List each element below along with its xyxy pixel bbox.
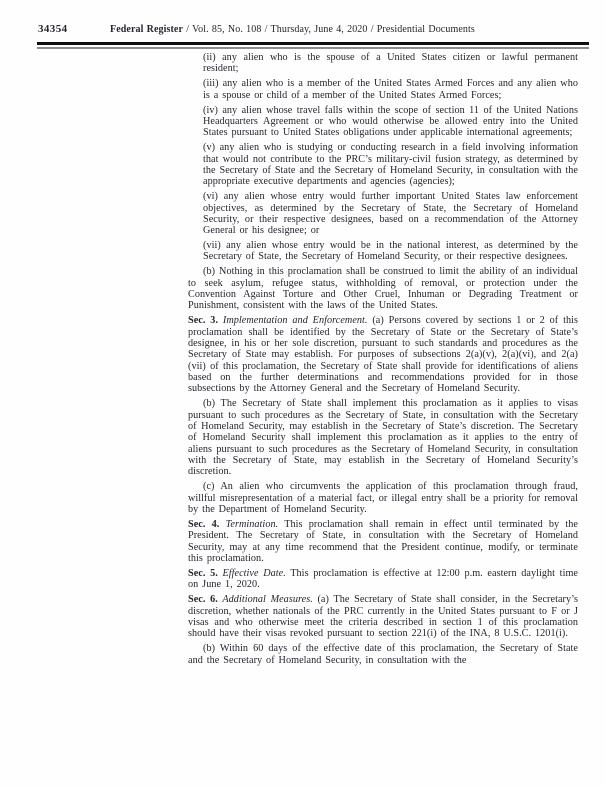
journal-title: Federal Register xyxy=(110,24,184,35)
paragraph xyxy=(203,191,578,236)
text-run: (vii) any alien whose entry would be in the national interest, as determined by the Secretary of State, the Secretary of Homeland Security, or their respective designees. xyxy=(203,240,578,263)
paragraph xyxy=(188,266,578,311)
text-run: (iv) any alien whose travel falls within the scope of section 11 of the United Nations Headquarters Agreement or who would otherwise be allowed entry into the United States pursuant to United States obligations under applicable international agreements; xyxy=(203,104,578,139)
text-run: (c) An alien who circumvents the application of this proclamation through fraud, willful misrepresentation of a material fact, or illegal entry shall be a priority for removal by the Department of Homeland Security. xyxy=(188,481,578,516)
document-body xyxy=(188,52,578,670)
paragraph xyxy=(188,568,578,591)
text-run: Implementation and Enforcement. xyxy=(218,315,368,327)
paragraph xyxy=(188,519,578,564)
running-head xyxy=(110,24,475,35)
issue-info: / Vol. 85, No. 108 / Thursday, June 4, 2020 / Presidential Documents xyxy=(183,24,475,35)
paragraph xyxy=(188,594,578,639)
text-run: Effective Date. xyxy=(217,567,286,579)
text-run: Termination. xyxy=(219,519,279,530)
text-run: Sec. 5. xyxy=(188,567,218,579)
header-rule-thin xyxy=(37,47,589,49)
text-run: (b) The Secretary of State shall implement this proclamation as it applies to visas pursuant to such procedures as the Secretary of State, in consultation with the Secretary of Homeland Security, may establish in the Secretary of State’s discretion. The Secretary of Homeland Security shall implement this proclamation as it applies to the entry of aliens pursuant to such procedures as the Secretary of Homeland Security, in consultation with the Secretary of State, may establish in the Secretary of Homeland Security’s discretion. xyxy=(188,398,578,478)
text-run: Sec. 3. xyxy=(188,315,219,327)
text-run: (iii) any alien who is a member of the United States Armed Forces and any alien who is a spouse or child of a member of the United States Armed Forces; xyxy=(203,78,578,101)
text-run: This proclamation shall remain in effect until terminated by the President. The Secretary of State, in consultation with the Secretary of Homeland Security, may at any time recommend that the President continue, modify, or terminate this proclamation. xyxy=(188,519,579,565)
text-run: (a) Persons covered by sections 1 or 2 of this proclamation shall be identified by the Secretary of State or the Secretary of State’s designee, in his or her sole discretion, pursuant to such standards and procedures as the Secretary of State may establish. For purposes of subsections 2(a)(v), 2(a)(vi), and 2(a)(vii) of this proclamation, the Secretary of State shall provide for identifications of aliens based on the further determinations and recommendations provided for in those subsections by the Attorney General and the Secretary of Homeland Security. xyxy=(188,315,579,395)
paragraph xyxy=(188,315,578,394)
page-number: 34354 xyxy=(38,23,68,35)
text-run: (b) Nothing in this proclamation shall be construed to limit the ability of an individual to seek asylum, refugee status, withholding of removal, or protection under the Convention Against Torture and Other Cruel, Inhuman or Degrading Treatment or Punishment, consistent with the laws of the United States. xyxy=(188,266,578,312)
text-run: (a) The Secretary of State shall consider, in the Secretary’s discretion, whether nationals of the PRC currently in the United States pursuant to F or J visas and who otherwise meet the criteria described in section 1 of this proclamation should have their visas revoked pursuant to section 221(i) of the INA, 8 U.S.C. 1201(i). xyxy=(188,594,579,640)
text-run: (vi) any alien whose entry would further important United States law enforcement objectives, as determined by the Secretary of State, the Secretary of Homeland Security, or their respective designees, based on a recommendation of the Attorney General or his designee; or xyxy=(203,191,578,237)
text-run: (ii) any alien who is the spouse of a United States citizen or lawful permanent resident; xyxy=(203,52,578,75)
text-run: (b) Within 60 days of the effective date of this proclamation, the Secretary of State and the Secretary of Homeland Security, in consultation with the xyxy=(188,643,578,666)
paragraph xyxy=(203,52,578,75)
text-run: This proclamation is effective at 12:00 p.m. eastern daylight time on June 1, 2020. xyxy=(188,567,578,591)
paragraph xyxy=(188,481,578,515)
paragraph xyxy=(203,105,578,139)
text-run: Additional Measures. xyxy=(217,594,313,606)
paragraph xyxy=(188,398,578,477)
text-run: Sec. 4. xyxy=(188,519,220,530)
paragraph xyxy=(203,142,578,187)
text-run: Sec. 6. xyxy=(188,594,218,606)
paragraph xyxy=(203,78,578,101)
paragraph xyxy=(203,240,578,263)
paragraph xyxy=(188,643,578,666)
text-run: (v) any alien who is studying or conducting research in a field involving information that would not contribute to the PRC’s military-civil fusion strategy, as determined by the Secretary of State and the Secretary of Homeland Security, in consultation with the appropriate executive departments and agencies (agencies); xyxy=(203,142,578,188)
header-rule-thick xyxy=(37,42,589,45)
